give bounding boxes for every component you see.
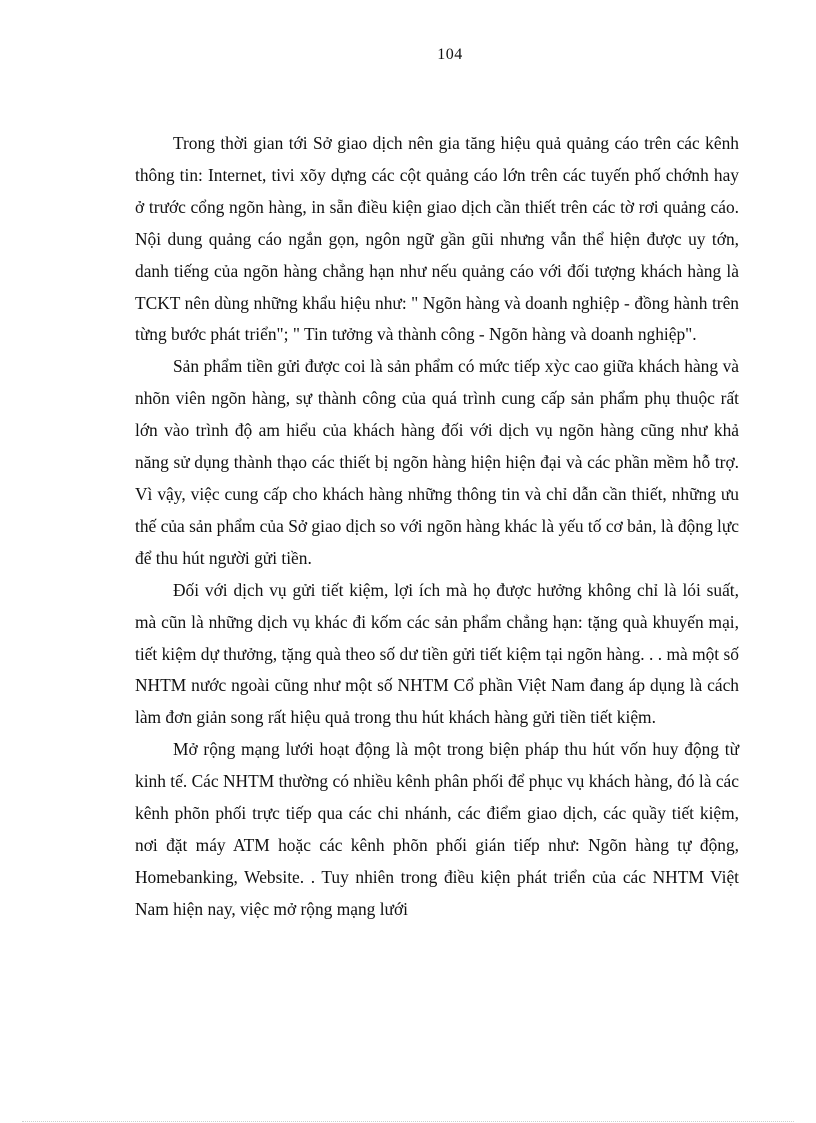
page-bottom-divider xyxy=(22,1121,794,1122)
paragraph-savings-services: Đối với dịch vụ gửi tiết kiệm, lợi ích mà họ được hưởng không chỉ là lói suất, mà cũn là những dịch vụ khác đi kốm các sản phẩm chẳng hạn: tặng quà khuyến mại, tiết kiệm dự thưởng, tặng quà theo số dư tiền gửi tiết kiệm tại ngõn hàng. . . mà một số NHTM nước ngoài cũng như một số NHTM Cổ phần Việt Nam đang áp dụng là cách làm đơn giản song rất hiệu quả trong thu hút khách hàng gửi tiền tiết kiệm. xyxy=(135,579,739,728)
paragraph-deposit-products: Sản phẩm tiền gửi được coi là sản phẩm có mức tiếp xỳc cao giữa khách hàng và nhõn viên ngõn hàng, sự thành công của quá trình cung cấp sản phẩm phụ thuộc rất lớn vào trình độ am hiểu của khách hàng đối với dịch vụ ngõn hàng cũng như khả năng sử dụng thành thạo các thiết bị ngõn hàng hiện hiện đại và các phần mềm hỗ trợ. Vì vậy, việc cung cấp cho khách hàng những thông tin và chỉ dẫn cần thiết, những ưu thế của sản phẩm của Sở giao dịch so với ngõn hàng khác là yếu tố cơ bản, là động lực để thu hút người gửi tiền. xyxy=(135,356,739,568)
paragraph-advertising: Trong thời gian tới Sở giao dịch nên gia tăng hiệu quả quảng cáo trên các kênh thông tin: Internet, tivi xõy dựng các cột quảng cáo lớn trên các tuyến phố chớnh hay ở trước cổng ngõn hàng, in sẵn điều kiện giao dịch cần thiết trên các tờ rơi quảng cáo. Nội dung quảng cáo ngắn gọn, ngôn ngữ gần gũi nhưng vẫn thể hiện được uy tớn, danh tiếng của ngõn hàng chẳng hạn như nếu quảng cáo với đối tượng khách hàng là TCKT nên dùng những khẩu hiệu như: " Ngõn hàng và doanh nghiệp - đồng hành trên từng bước phát triển"; " Tin tưởng và thành công - Ngõn hàng và doanh nghiệp". xyxy=(135,133,739,345)
page-number: 104 xyxy=(437,46,463,63)
body-text xyxy=(135,128,739,926)
paragraph-network-expansion: Mở rộng mạng lưới hoạt động là một trong biện pháp thu hút vốn huy động từ kinh tế. Các NHTM thường có nhiều kênh phân phối để phục vụ khách hàng, đó là các kênh phõn phối trực tiếp qua các chi nhánh, các điểm giao dịch, các quầy tiết kiệm, nơi đặt máy ATM hoặc các kênh phõn phối gián tiếp như: Ngõn hàng tự động, Homebanking, Website. . Tuy nhiên trong điều kiện phát triển của các NHTM Việt Nam hiện nay, việc mở rộng mạng lưới xyxy=(135,739,739,919)
